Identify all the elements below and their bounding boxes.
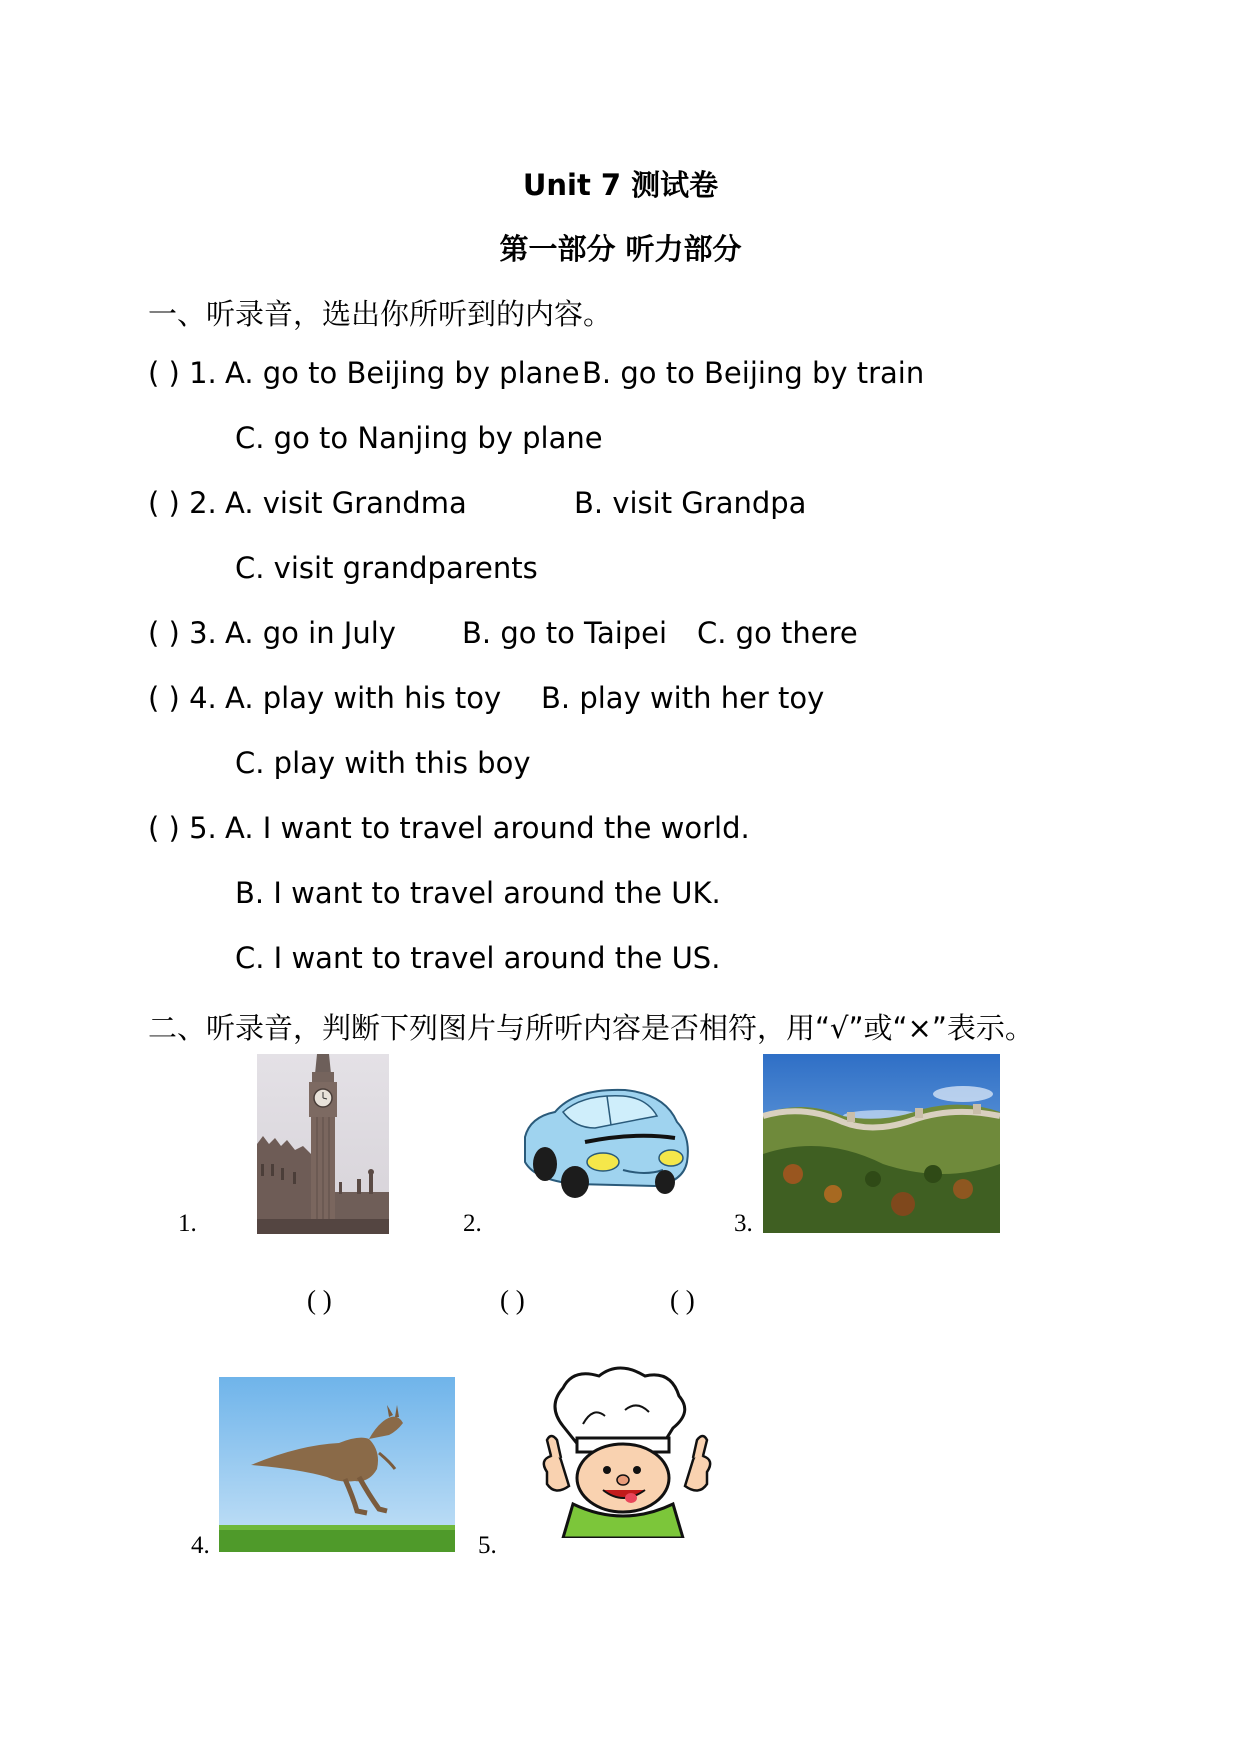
q3-option-c: C. go there [697,616,858,650]
q2-option-c: C. visit grandparents [235,551,538,585]
q5-prefix: ( ) 5. [148,811,217,845]
q5-option-a: A. I want to travel around the world. [225,811,750,845]
big-ben-photo [257,1054,389,1234]
part-title: 第一部分 听力部分 [499,232,742,266]
picture-3-label: 3. [734,1210,753,1237]
kangaroo-photo [219,1377,455,1552]
answer-paren-3: ( ) [670,1285,695,1315]
section2-heading: 二、听录音，判断下列图片与所听内容是否相符，用“√”或“×”表示。 [148,1011,1034,1045]
q4-option-c: C. play with this boy [235,746,531,780]
q1-option-c: C. go to Nanjing by plane [235,421,603,455]
q3-option-a: A. go in July [225,616,396,650]
q2-prefix: ( ) 2. [148,486,217,520]
answer-paren-1: ( ) [307,1285,332,1315]
picture-5-label: 5. [478,1532,497,1559]
section1-heading: 一、听录音，选出你所听到的内容。 [148,297,613,331]
q3-option-b: B. go to Taipei [462,616,668,650]
q5-option-c: C. I want to travel around the US. [235,941,721,975]
page-title: Unit 7 测试卷 [522,168,719,202]
q4-prefix: ( ) 4. [148,681,217,715]
picture-1-label: 1. [178,1210,197,1237]
answer-paren-2: ( ) [500,1285,525,1315]
q1-option-b: B. go to Beijing by train [582,356,925,390]
q1-option-a: A. go to Beijing by plane [225,356,580,390]
picture-2-label: 2. [463,1210,482,1237]
q1-prefix: ( ) 1. [148,356,217,390]
blue-car-cartoon [515,1082,693,1202]
great-wall-photo [763,1054,1000,1233]
q5-option-b: B. I want to travel around the UK. [235,876,721,910]
picture-4-label: 4. [191,1532,210,1559]
q2-option-a: A. visit Grandma [225,486,467,520]
q2-option-b: B. visit Grandpa [574,486,807,520]
chef-cartoon [533,1366,721,1538]
q3-prefix: ( ) 3. [148,616,217,650]
q4-option-a: A. play with his toy [225,681,502,715]
q4-option-b: B. play with her toy [541,681,825,715]
